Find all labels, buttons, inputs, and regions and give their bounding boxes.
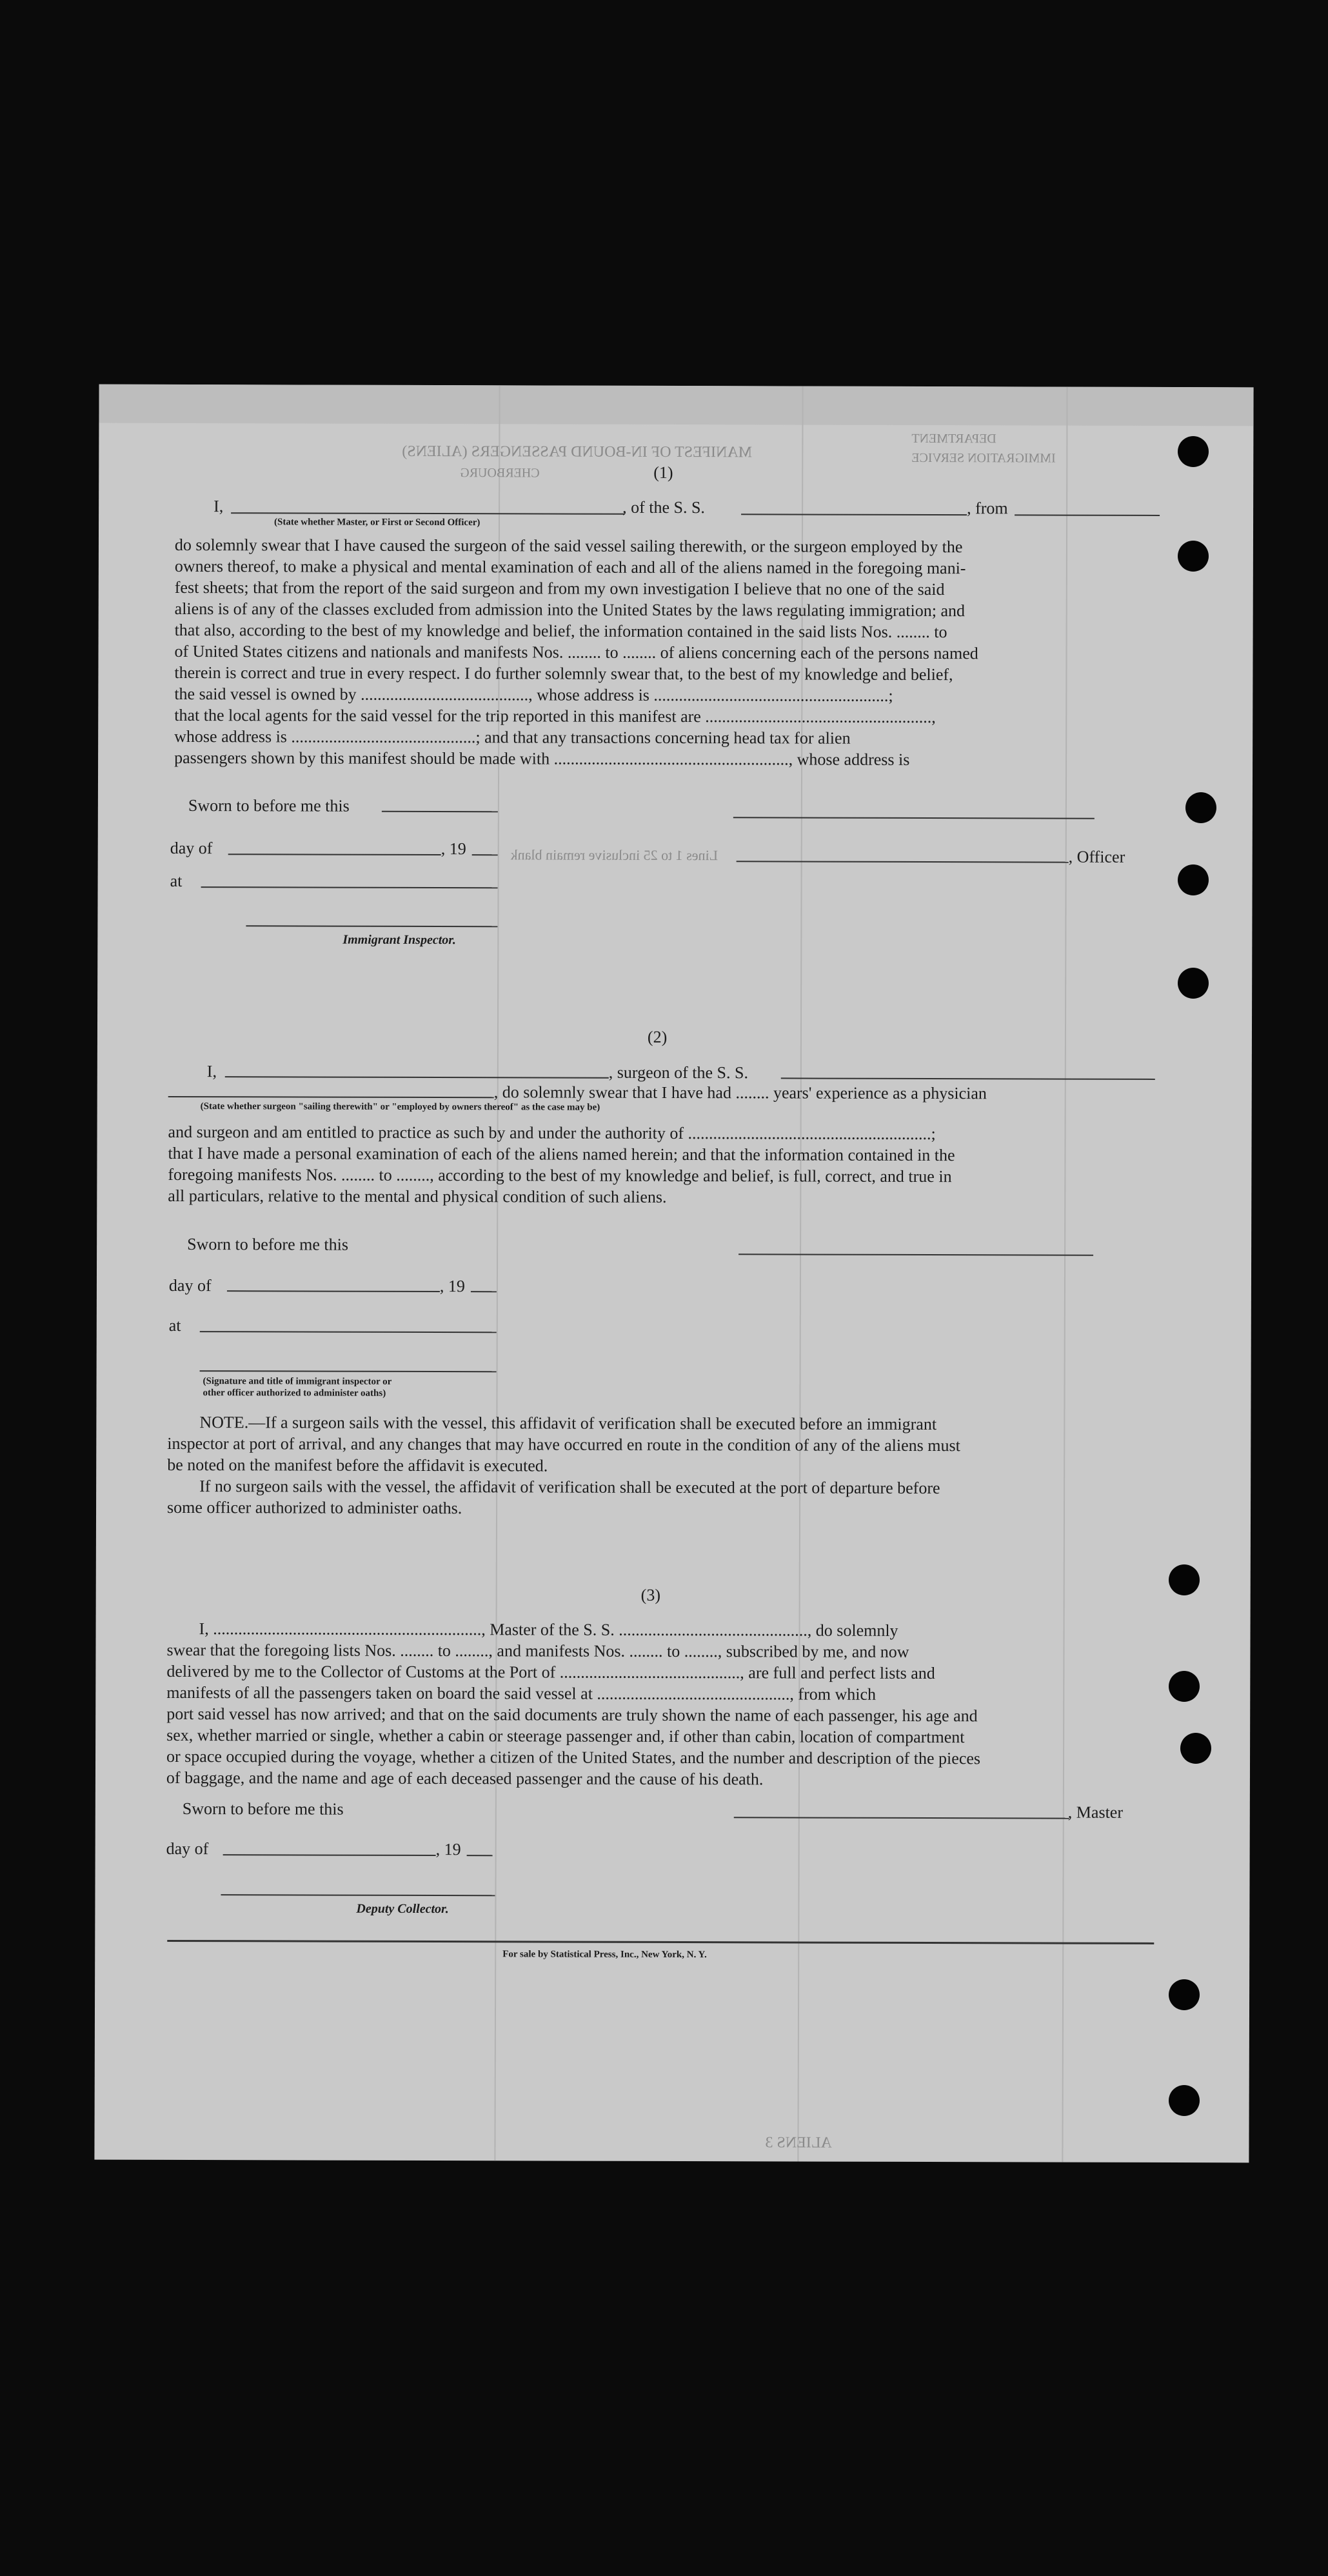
s2-line: that I have made a personal examination of each of the aliens named herein; and that the information contained in the [168,1143,955,1165]
s3-line: swear that the foregoing lists Nos. ........ to ........, and manifests Nos. ........ to ........, subscribed by me, and now [166,1640,909,1661]
s1-line: do solemnly swear that I have caused the surgeon of the said vessel sailing therewith, or the surgeon employed by the [174,535,963,557]
s2-signature-line [738,1253,1093,1255]
s3-line: port said vessel has now arrived; and that on the said documents are truly shown the name of each passenger, his age and [166,1704,978,1726]
s2-note-text [167,1412,1154,1521]
s3-deputy-line [221,1894,495,1896]
s1-at-line [201,886,498,888]
punch-hole [1178,864,1209,895]
s1-of-ss: , of the S. S. [622,497,705,517]
s2-oath-text [168,1121,1155,1209]
s3-line: delivered by me to the Collector of Customs at the Port of ..........................................., are full and perfect lists and [166,1661,935,1683]
s1-officer-line [737,861,1069,863]
s1-i: I, [213,497,224,516]
punch-hole [1180,1733,1211,1764]
s1-officer: , Officer [1068,847,1125,866]
punch-hole [1169,2085,1200,2116]
s1-line: therein is correct and true in every respect. I do further solemnly swear that, to the best of my knowledge and belief, [174,663,953,684]
s2-year: , 19 [439,1277,465,1296]
s1-sworn: Sworn to before me this [188,796,350,815]
manifest-back-page [94,384,1253,2163]
punch-hole [1169,1671,1200,1702]
s1-signature-line [733,817,1095,819]
section-2-number: (2) [647,1027,668,1046]
s1-name-line [231,512,624,515]
s2-officer-sig-line [200,1370,497,1372]
s1-master-note: (State whether Master, or First or Second Officer) [274,517,481,528]
s3-line: of baggage, and the name and age of each deceased passenger and the cause of his death. [166,1768,764,1789]
note-line: some officer authorized to administer oaths. [167,1497,462,1518]
bleed-through-note: Lines 1 to 25 inclusive remain blank [510,846,719,864]
s1-line: whose address is ............................................; and that any transactions concerning head tax for alien [174,726,851,748]
printer-imprint: For sale by Statistical Press, Inc., New York, N. Y. [502,1949,707,1961]
note-line: NOTE.—If a surgeon sails with the vessel, this affidavit of verification shall be executed before an immigrant [199,1413,937,1434]
s2-swear: , do solemnly swear that I have had ........ years' experience as a physician [493,1083,987,1103]
s1-line: owners thereof, to make a physical and mental examination of each and all of the aliens named in the foregoing mani- [174,556,966,578]
s3-day-of: day of [166,1839,209,1859]
s3-line: manifests of all the passengers taken on board the said vessel at .............................................., from which [166,1682,877,1704]
bleed-through-heading: MANIFEST OF IN-BOUND PASSENGERS (ALIENS) [402,443,753,461]
s1-oath-text [174,534,1155,771]
s2-year-line [471,1291,497,1292]
s3-master-line [734,1817,1069,1819]
s1-at: at [170,871,183,891]
s1-line: passengers shown by this manifest should be made with ........................................................, whose address is [174,748,910,769]
s2-at-line [200,1331,497,1333]
s1-inspector-line [246,925,497,927]
punch-hole [1169,1564,1200,1595]
s2-sig-note-2: other officer authorized to administer oaths) [203,1388,386,1399]
s3-master: , Master [1067,1802,1124,1822]
s1-year-line [472,854,498,855]
s2-line: foregoing manifests Nos. ........ to ........, according to the best of my knowledge and belief, is full, correct, and true in [168,1164,952,1186]
s2-line: all particulars, relative to the mental and physical condition of such aliens. [168,1186,667,1206]
s1-line: fest sheets; that from the report of the said surgeon and from my own investigation I believe that no one of the said [174,577,945,599]
s1-line: that the local agents for the said vessel for the trip reported in this manifest are ......................................................, [174,705,936,727]
s3-line: sex, whether married or single, whether a cabin or steerage passenger and, if other than cabin, location of compartment [166,1725,965,1747]
s1-sworn-line [382,811,498,812]
punch-hole [1185,792,1216,823]
note-line: If no surgeon sails with the vessel, the affidavit of verification shall be executed at the port of departure before [199,1477,940,1498]
s3-oath-text [166,1618,1154,1791]
s3-deputy-caption: Deputy Collector. [356,1901,449,1917]
s2-surgeon-of: , surgeon of the S. S. [608,1063,749,1083]
section-3-number: (3) [640,1585,661,1604]
s3-sworn: Sworn to before me this [182,1799,344,1819]
s2-line: and surgeon and am entitled to practice as such by and under the authority of ..........................................................; [168,1122,936,1144]
s1-line: that also, according to the best of my knowledge and belief, the information contained in the said lists Nos. ........ to [174,620,947,642]
s3-line: I, ................................................................, Master of the S. S. ............................................., do solemnly [199,1619,898,1640]
s1-year: , 19 [441,839,466,859]
bleed-through-page-label: ALIENS 3 [765,2134,832,2152]
s2-sig-note-1: (Signature and title of immigrant inspector or [203,1376,392,1387]
s1-inspector-caption: Immigrant Inspector. [342,932,456,948]
s1-line: the said vessel is owned by ........................................, whose address is ........................................................; [174,684,893,705]
punch-hole [1169,1979,1200,2010]
s3-year: , 19 [435,1840,461,1859]
s2-day-of: day of [168,1275,212,1295]
s3-line: or space occupied during the voyage, whether a citizen of the United States, and the number and description of the pieces [166,1746,981,1768]
s1-line: of United States citizens and nationals and manifests Nos. ........ to ........ of aliens concerning each of the persons named [174,641,978,663]
s2-sworn: Sworn to before me this [187,1235,348,1254]
s2-ship-line [781,1077,1155,1080]
punch-hole [1178,541,1209,572]
bleed-through-department: DEPARTMENT [911,431,996,446]
s3-year-line [467,1855,493,1856]
s1-day-of: day of [170,838,213,858]
s2-kind-line [168,1096,494,1098]
footer-rule [167,1940,1154,1944]
note-line: be noted on the manifest before the affidavit is executed. [167,1455,548,1475]
s2-at: at [168,1315,181,1335]
s2-i: I, [206,1062,217,1081]
section-1-number: (1) [653,463,673,482]
s2-day-line [227,1290,440,1292]
punch-hole [1178,436,1209,467]
s2-surgeon-note: (State whether surgeon "sailing therewith" or "employed by owners thereof" as the case may be) [200,1101,600,1113]
bleed-through-port: CHERBOURG [460,466,540,481]
s3-day-line [223,1854,436,1856]
s1-line: aliens is of any of the classes excluded from admission into the United States by the laws regulating immigration; and [174,599,966,621]
s1-ship-line [741,514,967,515]
s1-from: , from [967,499,1008,518]
s1-day-line [228,854,441,855]
s1-from-line [1015,514,1160,516]
note-line: inspector at port of arrival, and any changes that may have occurred en route in the condition of any of the aliens must [167,1433,960,1455]
s2-name-line [225,1076,609,1079]
punch-hole [1178,968,1209,999]
bleed-through-service: IMMIGRATION SERVICE [911,450,1056,466]
